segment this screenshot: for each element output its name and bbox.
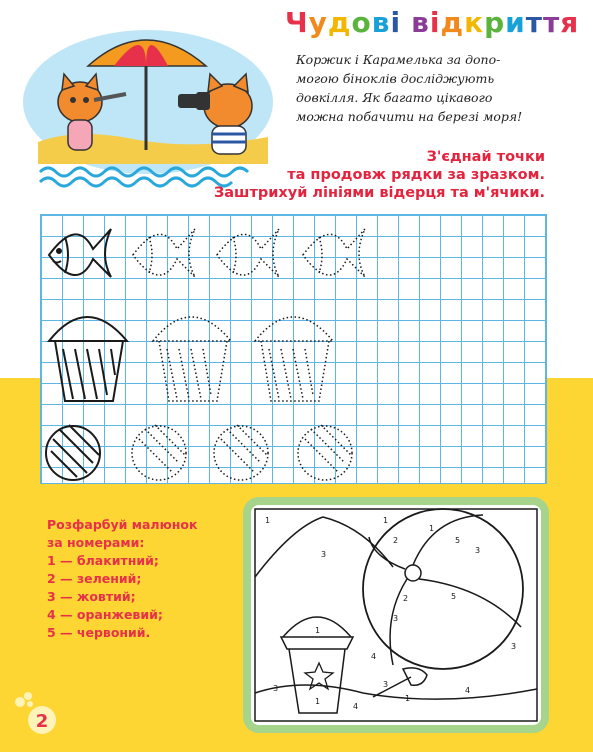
fish-dotted xyxy=(303,229,365,277)
title-letter: д xyxy=(440,6,465,39)
title-letter: у xyxy=(308,6,328,39)
intro-line: могою біноклів досліджують xyxy=(296,71,495,86)
title-letter: в xyxy=(411,6,430,39)
ball-dotted xyxy=(214,425,268,480)
area-number: 2 xyxy=(393,536,399,545)
coloring-instructions xyxy=(47,516,197,642)
fish-dotted xyxy=(217,229,279,277)
fish-dotted xyxy=(133,229,195,277)
ball-sample xyxy=(46,425,100,480)
area-number: 1 xyxy=(315,697,321,706)
intro-line: Коржик і Карамелька за допо- xyxy=(296,52,501,67)
color-item: 4 — оранжевий; xyxy=(47,607,163,622)
fish-sample xyxy=(49,229,111,277)
wave-line xyxy=(40,178,232,186)
ball-dotted xyxy=(132,425,186,480)
coloring-heading: за номерами: xyxy=(47,535,145,550)
area-number: 1 xyxy=(429,524,435,533)
color-item: 1 — блакитний; xyxy=(47,553,159,568)
color-item: 2 — зелений; xyxy=(47,571,142,586)
area-number: 2 xyxy=(403,594,409,603)
title-letter: о xyxy=(351,6,372,39)
intro-text xyxy=(296,50,566,126)
title-letter: т xyxy=(542,6,561,39)
task-line: Заштрихуй лініями відерця та м'ячики. xyxy=(213,185,545,201)
grid-drawings xyxy=(41,215,546,483)
area-number: 1 xyxy=(265,516,271,525)
color-item: 3 — жовтий; xyxy=(47,589,136,604)
coloring-picture xyxy=(243,497,549,733)
area-number: 3 xyxy=(475,546,481,555)
area-number: 4 xyxy=(465,686,471,695)
cat-dress xyxy=(68,120,92,150)
area-number: 1 xyxy=(383,516,389,525)
color-item: 5 — червоний. xyxy=(47,625,151,640)
title-letter: в xyxy=(371,6,391,39)
area-number: 5 xyxy=(451,592,457,601)
bucket-dotted xyxy=(153,317,231,401)
page-number: 2 xyxy=(35,711,49,732)
area-number: 3 xyxy=(393,614,399,623)
task-line: та продовж рядки за зразком. xyxy=(287,167,545,183)
area-number: 1 xyxy=(315,626,321,635)
title-letter: р xyxy=(484,6,506,39)
area-number: 5 xyxy=(455,536,461,545)
title-letter: і xyxy=(390,6,402,39)
area-number: 3 xyxy=(383,680,389,689)
coloring-heading: Розфарбуй малюнок xyxy=(47,517,198,532)
title-letter: Ч xyxy=(285,6,309,39)
title-letter: я xyxy=(560,6,580,39)
intro-line: можна побачити на березі моря! xyxy=(296,109,523,124)
title-letter: д xyxy=(327,6,352,39)
area-number: 3 xyxy=(511,642,517,651)
area-number: 1 xyxy=(405,694,411,703)
page-title xyxy=(285,6,579,39)
area-number: 3 xyxy=(321,550,327,559)
title-letter: т xyxy=(525,6,543,39)
intro-line: довкілля. Як багато цікавого xyxy=(296,90,493,105)
title-letter: і xyxy=(429,6,441,39)
area-number: 4 xyxy=(353,702,359,711)
bucket-sample xyxy=(49,317,127,401)
area-number: 4 xyxy=(371,652,377,661)
title-letter: и xyxy=(505,6,526,39)
area-number: 3 xyxy=(273,684,279,693)
title-letter: к xyxy=(464,6,485,39)
drawing-grid xyxy=(40,214,547,484)
ball-dotted xyxy=(298,425,352,480)
task-line: З'єднай точки xyxy=(426,149,545,165)
task-instruction xyxy=(214,148,545,202)
bucket-dotted xyxy=(255,317,333,401)
page-number-badge xyxy=(10,688,60,738)
